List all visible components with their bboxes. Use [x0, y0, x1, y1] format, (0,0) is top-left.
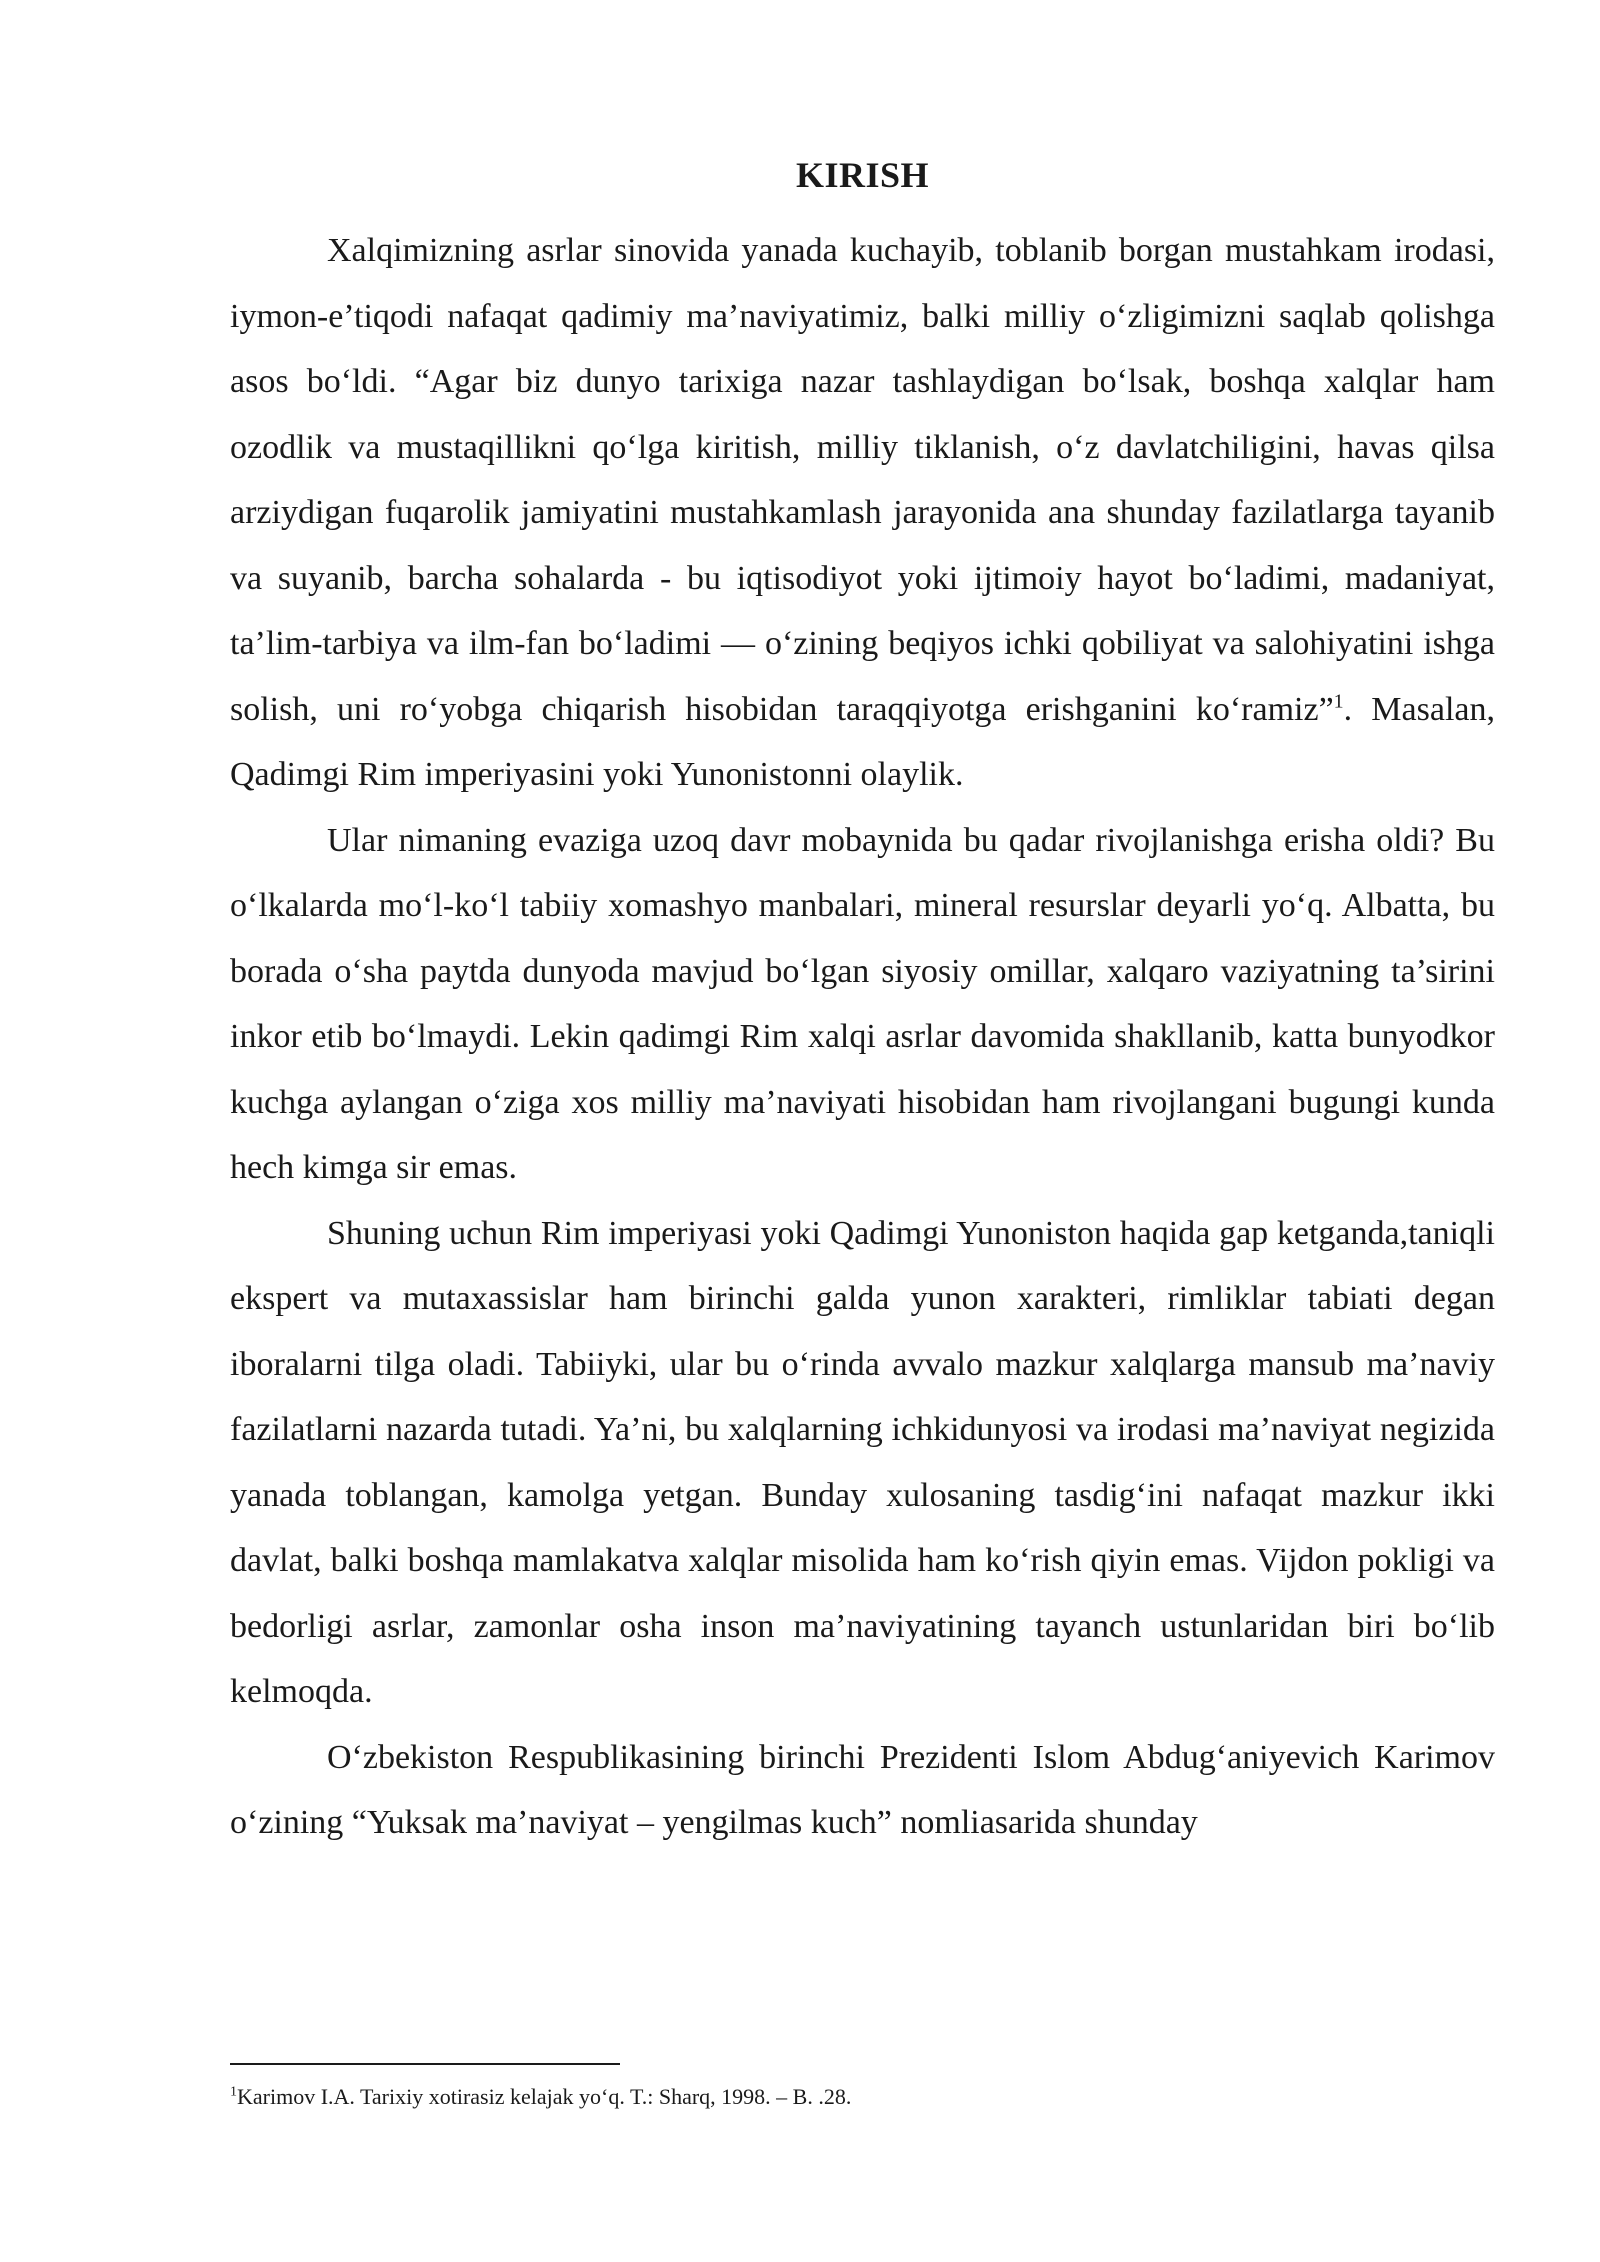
- paragraph-2: Ular nimaning evaziga uzoq davr mobaynida bu qadar rivojlanishga erisha oldi? Bu o‘lkalarda mo‘l-ko‘l tabiiy xomashyo manbalari, mineral resurslar deyarli yo‘q. Albatta, bu borada o‘sha paytda dunyoda mavjud bo‘lgan siyosiy omillar, xalqaro vaziyatning ta’sirini inkor etib bo‘lmaydi. Lekin qadimgi Rim xalqi asrlar davomida shakllanib, katta bunyodkor kuchga aylangan o‘ziga xos milliy ma’naviyati hisobidan ham rivojlangani bugungi kunda hech kimga sir emas.: [230, 821, 1495, 1186]
- footnote-reference[interactable]: 1: [1333, 690, 1344, 713]
- footnote-separator: [230, 2063, 620, 2065]
- page-title: KIRISH: [795, 155, 930, 195]
- footnote: [230, 2082, 851, 2112]
- document-body: [230, 150, 1495, 1856]
- footnote-text: Karimov I.A. Tarixiy xotirasiz kelajak yo‘q. T.: Sharq, 1998. – B. .28.: [237, 2084, 852, 2109]
- paragraph-1-text-continued: . Masalan, Qadimgi Rim imperiyasini yoki Yunonistonni olaylik.: [230, 690, 1495, 793]
- paragraph-1-text: Xalqimizning asrlar sinovida yanada kuchayib, toblanib borgan mustahkam irodasi, iymon-e’tiqodi nafaqat qadimiy ma’naviyatimiz, balki milliy o‘zligimizni saqlab qolishga asos bo‘ldi. “Agar biz dunyo tarixiga nazar tashlaydigan bo‘lsak, boshqa xalqlar ham ozodlik va mustaqillikni qo‘lga kiritish, milliy tiklanish, o‘z davlatchiligini, havas qilsa arziydigan fuqarolik jamiyatini mustahkamlash jarayonida ana shunday fazilatlarga tayanib va suyanib, barcha sohalarda - bu iqtisodiyot yoki ijtimoiy hayot bo‘ladimi, madaniyat, ta’lim-tarbiya va ilm-fan bo‘ladimi — o‘zining beqiyos ichki qobiliyat va salohiyatini ishga solish, uni ro‘yobga chiqarish hisobidan taraqqiyotga erishganini ko‘ramiz”: [230, 232, 1495, 728]
- paragraph-4: O‘zbekiston Respublikasining birinchi Prezidenti Islom Abdug‘aniyevich Karimov o‘zining “Yuksak ma’naviyat – yengilmas kuch” nomliasarida shunday: [230, 1738, 1495, 1841]
- paragraph-3: Shuning uchun Rim imperiyasi yoki Qadimgi Yunoniston haqida gap ketganda,taniqli ekspert va mutaxassislar ham birinchi galda yunon xarakteri, rimliklar tabiati degan iboralarni tilga oladi. Tabiiyki, ular bu o‘rinda avvalo mazkur xalqlarga mansub ma’naviy fazilatlarni nazarda tutadi. Ya’ni, bu xalqlarning ichkidunyosi va irodasi ma’naviyat negizida yanada toblangan, kamolga yetgan. Bunday xulosaning tasdig‘ini nafaqat mazkur ikki davlat, balki boshqa mamlakatva xalqlar misolida ham ko‘rish qiyin emas. Vijdon pokligi va bedorligi asrlar, zamonlar osha inson ma’naviyatining tayanch ustunlaridan biri bo‘lib kelmoqda.: [230, 1214, 1495, 1710]
- paragraph-1: [230, 218, 1495, 808]
- footnote-marker: 1: [230, 2084, 237, 2100]
